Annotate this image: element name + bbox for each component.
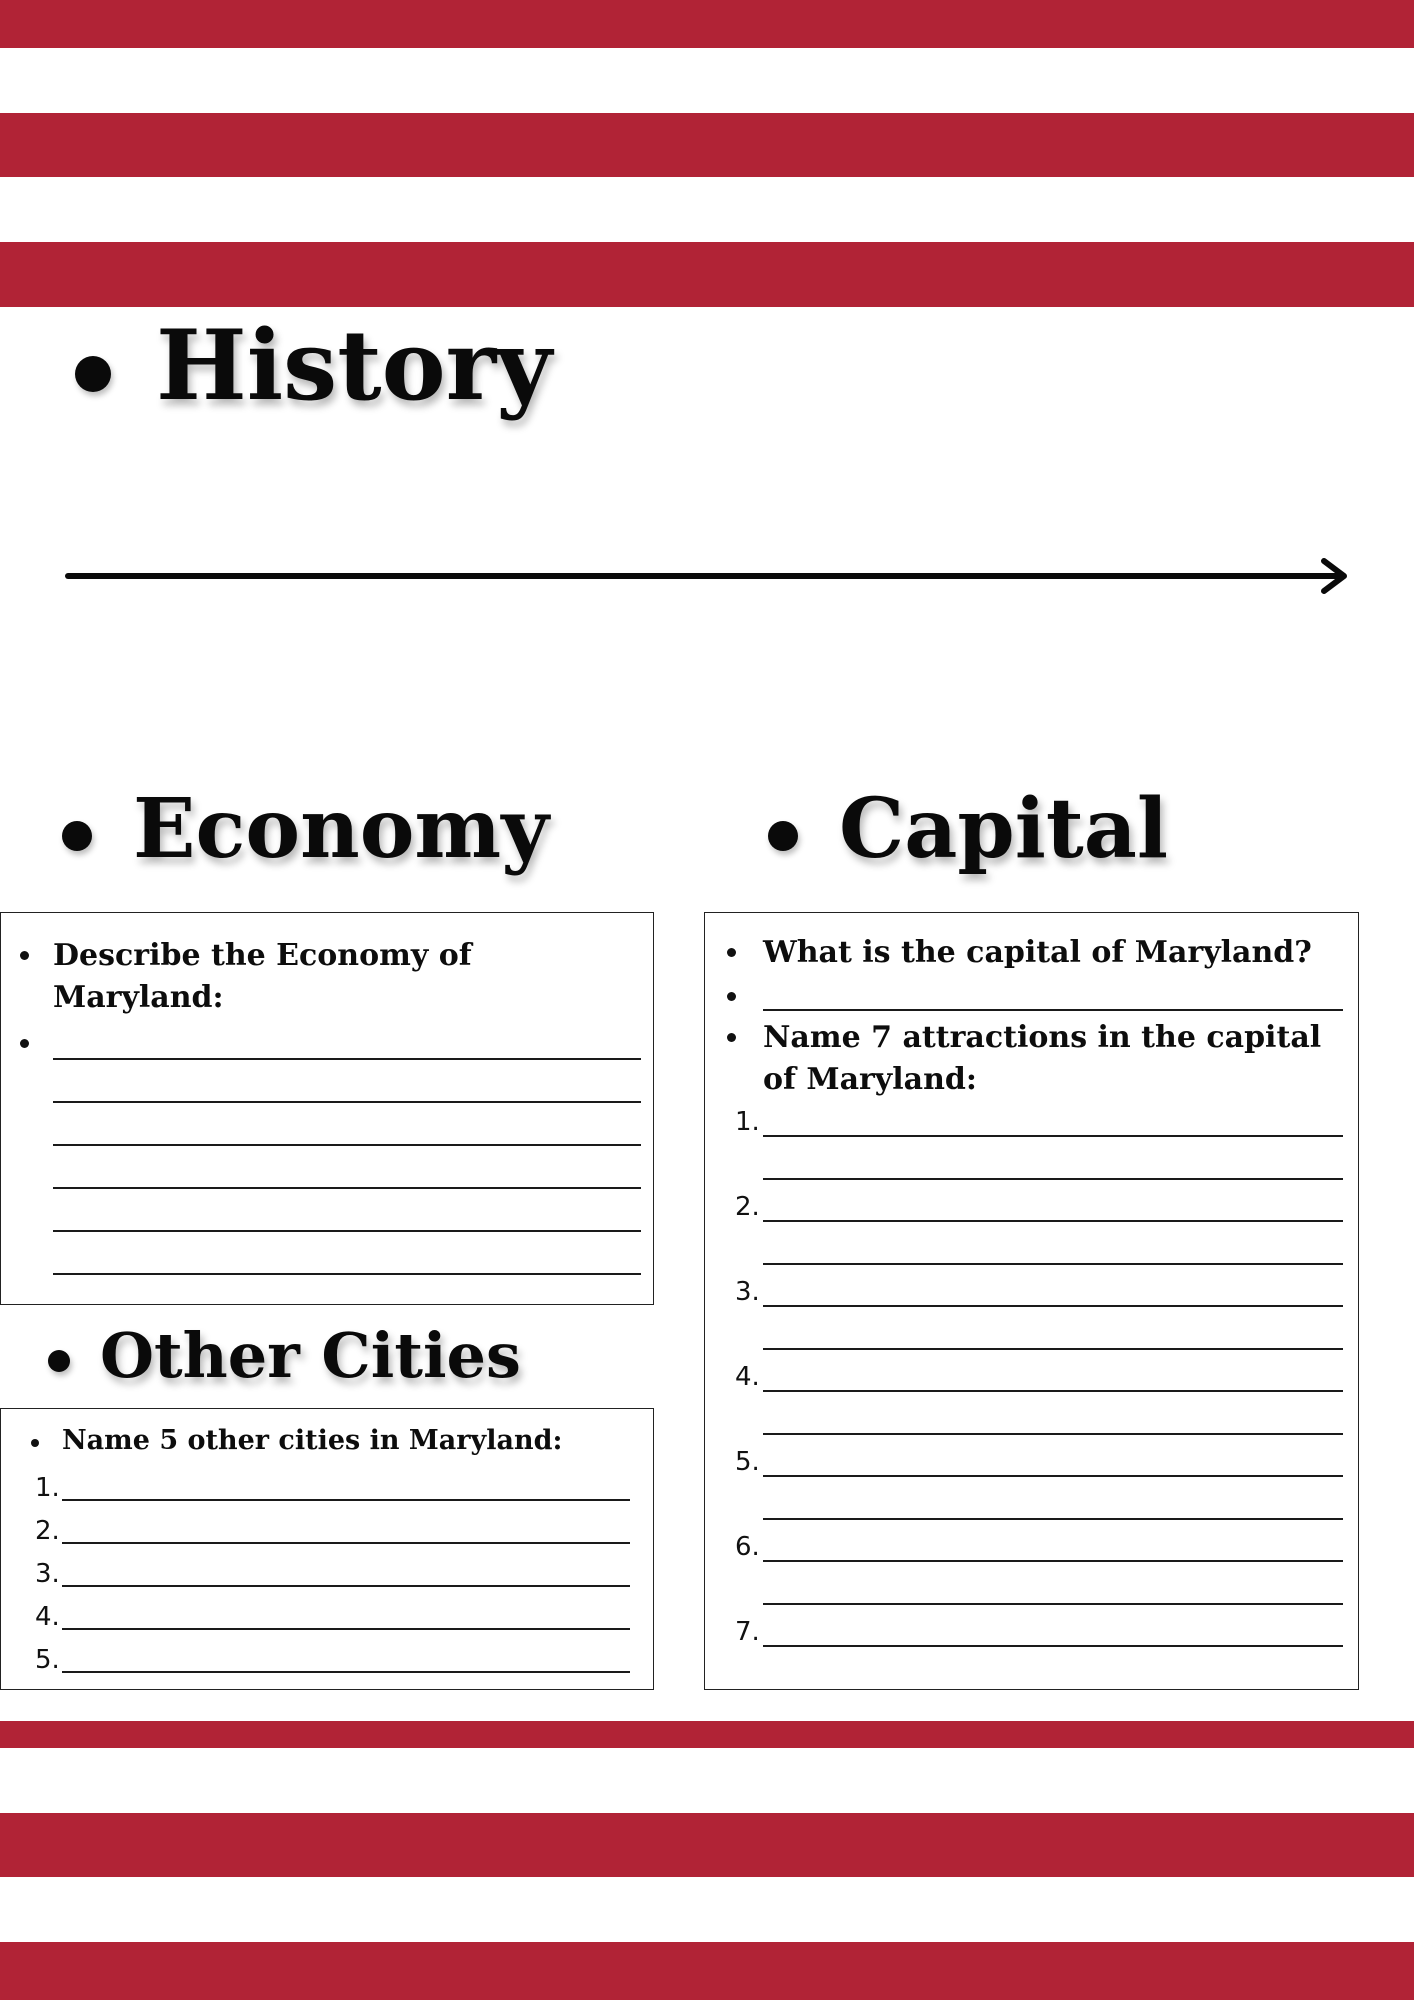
economy-title: Economy [133, 781, 549, 877]
economy-box [0, 912, 654, 1305]
other-cities-title: Other Cities [100, 1319, 521, 1392]
heading-bullet-icon [62, 821, 92, 851]
bullet-icon [20, 951, 29, 960]
attraction-number: 4. [735, 1362, 760, 1392]
city-answer-line-3[interactable] [62, 1585, 630, 1587]
city-answer-line-1[interactable] [62, 1499, 630, 1501]
attraction-answer-line-5b[interactable] [763, 1518, 1343, 1520]
bullet-icon [727, 948, 736, 957]
heading-bullet-icon [48, 1350, 70, 1372]
city-answer-line-2[interactable] [62, 1542, 630, 1544]
attractions-prompt: Name 7 attractions in the capital of Maryland: [763, 1020, 1322, 1097]
top-stripe-3 [0, 242, 1414, 307]
bottom-stripe-3 [0, 1942, 1414, 2000]
city-number: 5. [35, 1645, 60, 1675]
attraction-answer-line-3b[interactable] [763, 1348, 1343, 1350]
economy-answer-line-6[interactable] [53, 1273, 641, 1275]
top-stripe-1 [0, 0, 1414, 48]
economy-answer-line-4[interactable] [53, 1187, 641, 1189]
capital-heading [768, 781, 1169, 877]
other-cities-prompt: Name 5 other cities in Maryland: [62, 1425, 563, 1456]
attraction-number: 3. [735, 1277, 760, 1307]
capital-box [704, 912, 1359, 1690]
economy-heading [62, 781, 549, 877]
capital-answer-line[interactable] [763, 1009, 1343, 1011]
attraction-answer-line-1a[interactable] [763, 1135, 1343, 1137]
city-answer-line-5[interactable] [62, 1671, 630, 1673]
attraction-number: 2. [735, 1192, 760, 1222]
other-cities-box [0, 1408, 654, 1690]
capital-title: Capital [839, 781, 1169, 877]
top-stripe-2 [0, 113, 1414, 177]
attraction-answer-line-2a[interactable] [763, 1220, 1343, 1222]
attraction-answer-line-5a[interactable] [763, 1475, 1343, 1477]
city-number: 3. [35, 1559, 60, 1589]
economy-prompt: Describe the Economy of Maryland: [53, 938, 472, 1015]
attraction-answer-line-2b[interactable] [763, 1263, 1343, 1265]
attraction-answer-line-6b[interactable] [763, 1603, 1343, 1605]
attraction-number: 5. [735, 1447, 760, 1477]
attraction-number: 6. [735, 1532, 760, 1562]
history-title: History [156, 309, 552, 422]
attraction-answer-line-7[interactable] [763, 1645, 1343, 1647]
bullet-icon [20, 1039, 29, 1048]
city-answer-line-4[interactable] [62, 1628, 630, 1630]
heading-bullet-icon [75, 356, 111, 392]
heading-bullet-icon [768, 821, 798, 851]
economy-answer-line-5[interactable] [53, 1230, 641, 1232]
attraction-number: 1. [735, 1107, 760, 1137]
attraction-answer-line-4b[interactable] [763, 1433, 1343, 1435]
attraction-answer-line-1b[interactable] [763, 1178, 1343, 1180]
city-number: 1. [35, 1473, 60, 1503]
economy-answer-line-2[interactable] [53, 1101, 641, 1103]
attraction-answer-line-6a[interactable] [763, 1560, 1343, 1562]
economy-answer-line-3[interactable] [53, 1144, 641, 1146]
bottom-stripe-1 [0, 1721, 1414, 1748]
other-cities-heading [48, 1319, 521, 1392]
bullet-icon [31, 1439, 39, 1447]
attraction-answer-line-4a[interactable] [763, 1390, 1343, 1392]
timeline-arrow [60, 555, 1360, 597]
bottom-stripe-2 [0, 1813, 1414, 1877]
capital-question: What is the capital of Maryland? [763, 935, 1312, 970]
bullet-icon [727, 1033, 736, 1042]
bullet-icon [727, 992, 736, 1001]
attraction-number: 7. [735, 1617, 760, 1647]
attraction-answer-line-3a[interactable] [763, 1305, 1343, 1307]
city-number: 4. [35, 1602, 60, 1632]
economy-answer-line-1[interactable] [53, 1058, 641, 1060]
history-heading [75, 309, 552, 422]
city-number: 2. [35, 1516, 60, 1546]
